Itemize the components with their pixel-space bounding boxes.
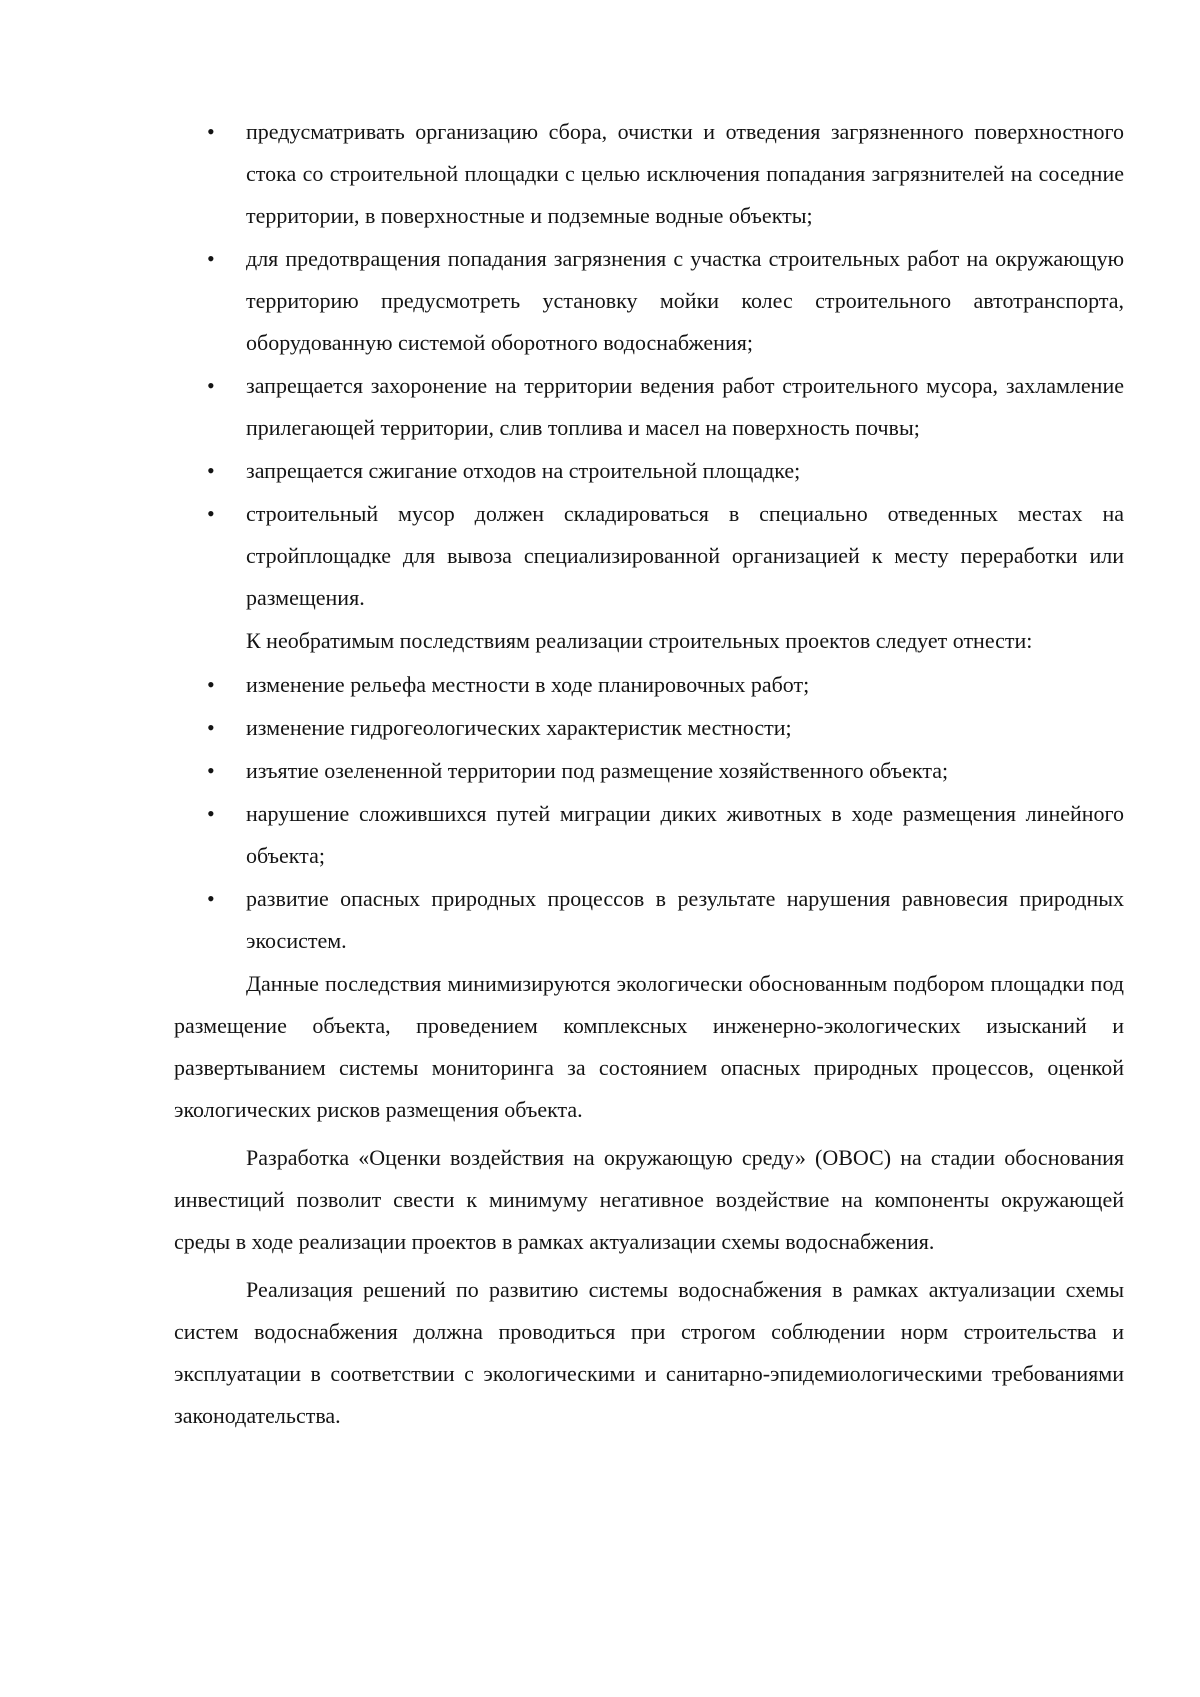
list-item-text: изменение гидрогеологических характеристик местности; [246, 715, 792, 740]
page-content [174, 111, 1124, 1439]
bullet-list-measures [174, 111, 1124, 619]
bullet-icon: • [207, 672, 215, 697]
list-item-text: изъятие озелененной территории под размещение хозяйственного объекта; [246, 758, 949, 783]
paragraph-ovos: Разработка «Оценки воздействия на окружающую среду» (ОВОС) на стадии обоснования инвестиций позволит свести к минимуму негативное воздействие на компоненты окружающей среды в ходе реализации проектов в рамках актуализации схемы водоснабжения. [174, 1145, 1124, 1254]
bullet-icon: • [207, 458, 215, 483]
list-item-text: для предотвращения попадания загрязнения с участка строительных работ на окружающую территорию предусмотреть установку мойки колес строительного автотранспорта, оборудованную системой оборотного водоснабжения; [246, 246, 1124, 355]
list-item-text: развитие опасных природных процессов в результате нарушения равновесия природных экосистем. [246, 886, 1124, 953]
bullet-icon: • [207, 246, 215, 271]
list-item [174, 493, 1124, 619]
list-item [174, 793, 1124, 877]
list-item-text: изменение рельефа местности в ходе планировочных работ; [246, 672, 810, 697]
list-item [174, 878, 1124, 962]
paragraph-minimization: Данные последствия минимизируются экологически обоснованным подбором площадки под размещение объекта, проведением комплексных инженерно-экологических изысканий и развертыванием системы мониторинга за состоянием опасных природных процессов, оценкой экологических рисков размещения объекта. [174, 971, 1124, 1122]
bullet-icon: • [207, 758, 215, 783]
bullet-icon: • [207, 715, 215, 740]
bullet-list-consequences [174, 664, 1124, 962]
list-item [174, 707, 1124, 749]
list-item [174, 111, 1124, 237]
list-item-text: запрещается сжигание отходов на строительной площадке; [246, 458, 801, 483]
list-item [174, 450, 1124, 492]
list-item-text: запрещается захоронение на территории ведения работ строительного мусора, захламление прилегающей территории, слив топлива и масел на поверхность почвы; [246, 373, 1124, 440]
bullet-icon: • [207, 501, 215, 526]
bullet-icon: • [207, 119, 215, 144]
list-item [174, 365, 1124, 449]
bullet-icon: • [207, 886, 215, 911]
bullet-icon: • [207, 373, 215, 398]
list-item-text: предусматривать организацию сбора, очистки и отведения загрязненного поверхностного стока со строительной площадки с целью исключения попадания загрязнителей на соседние территории, в поверхностные и подземные водные объекты; [246, 119, 1124, 228]
bullet-icon: • [207, 801, 215, 826]
list-item [174, 750, 1124, 792]
list-item-text: нарушение сложившихся путей миграции диких животных в ходе размещения линейного объекта; [246, 801, 1124, 868]
paragraph-irreversible-intro: К необратимым последствиям реализации строительных проектов следует отнести: [246, 628, 1033, 653]
list-item [174, 664, 1124, 706]
list-item-text: строительный мусор должен складироваться в специально отведенных местах на стройплощадке для вывоза специализированной организацией к месту переработки или размещения. [246, 501, 1124, 610]
paragraph-realization: Реализация решений по развитию системы водоснабжения в рамках актуализации схемы систем водоснабжения должна проводиться при строгом соблюдении норм строительства и эксплуатации в соответствии с экологическими и санитарно-эпидемиологическими требованиями законодательства. [174, 1277, 1124, 1428]
list-item [174, 238, 1124, 364]
